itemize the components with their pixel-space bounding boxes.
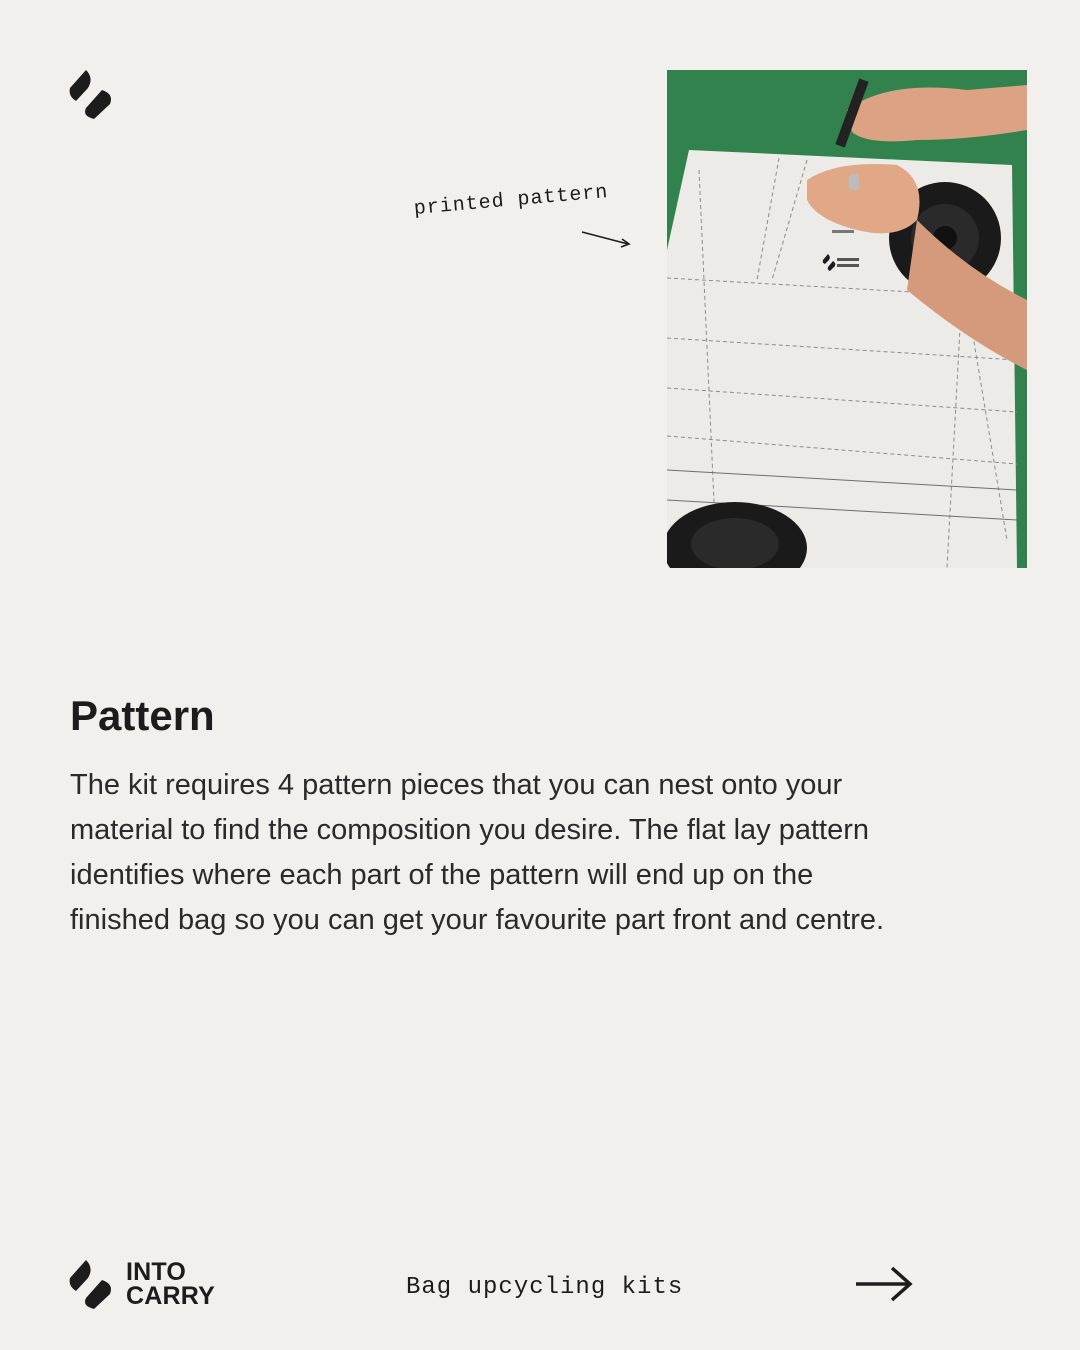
page-title: Pattern: [70, 692, 215, 739]
thin-arrow-right-icon: [578, 226, 634, 250]
hands-marking-printed-pattern-photo: [667, 70, 1027, 568]
next-button[interactable]: [852, 1264, 916, 1304]
footer-brand: [68, 1258, 215, 1310]
into-carry-logo-icon: [68, 1258, 114, 1310]
brand-wordmark: [126, 1260, 215, 1308]
arrow-right-icon: [852, 1264, 916, 1304]
brand-name-line2: CARRY: [126, 1282, 215, 1310]
logo-icon: [68, 68, 114, 120]
footer-tagline: Bag upcycling kits: [406, 1274, 684, 1301]
annotation-label: printed pattern: [412, 181, 610, 221]
brand-name-line1: INTO: [126, 1258, 187, 1286]
body-text: The kit requires 4 pattern pieces that you can nest onto your material to find the composition you desire. The flat lay pattern identifies where each part of the pattern will end up on the finished bag so you can get your favourite part front and centre.: [70, 769, 885, 936]
